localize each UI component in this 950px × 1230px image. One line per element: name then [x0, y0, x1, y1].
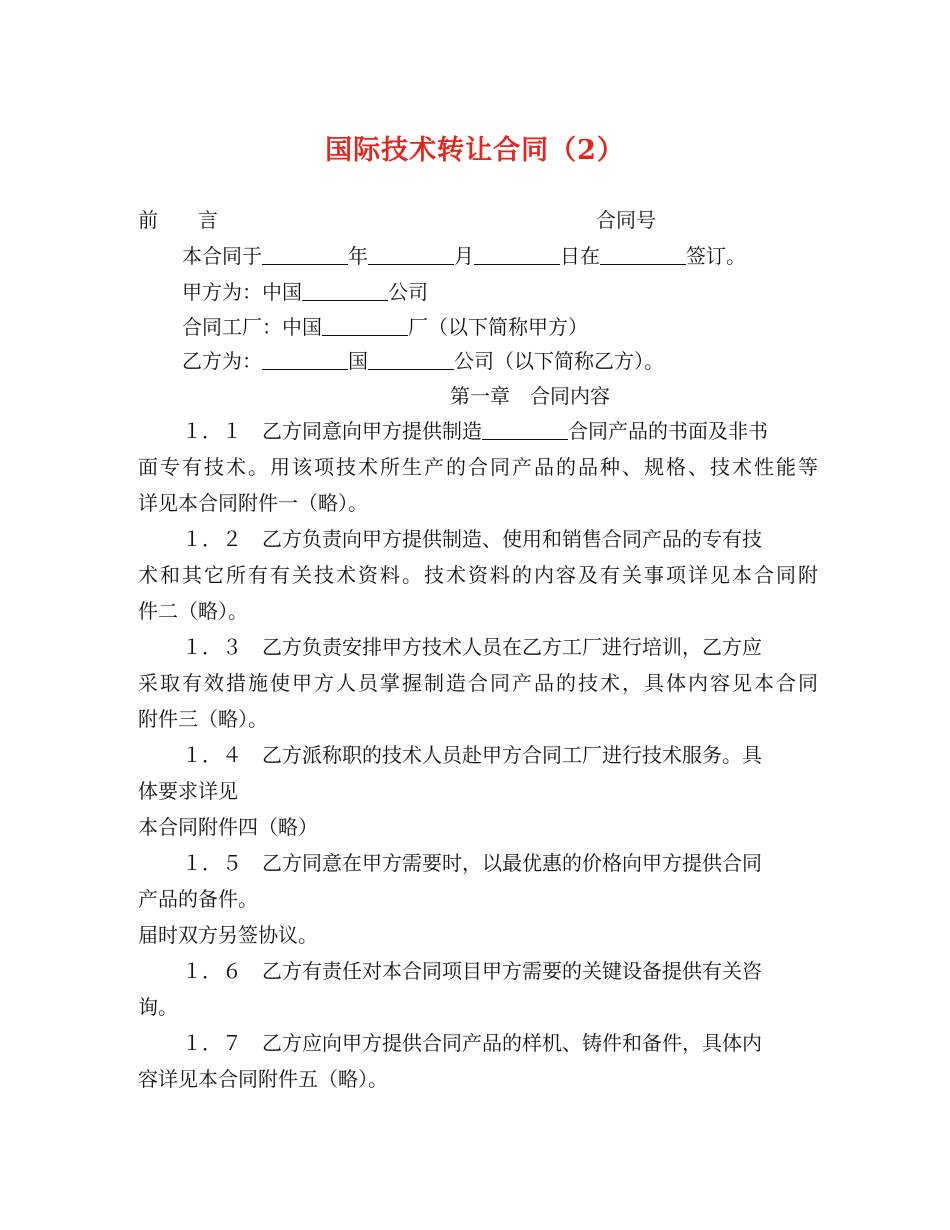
clause-1-6-line-1: １．６ 乙方有责任对本合同项目甲方需要的关键设备提供有关咨 — [182, 959, 762, 983]
clause-1-3-line-3: 附件三（略）。 — [138, 707, 268, 731]
blank-month — [368, 242, 454, 265]
blank-place — [600, 242, 686, 265]
contract-number-label: 合同号 — [596, 208, 656, 232]
clause-1-1-line-2: 面专有技术。用该项技术所生产的合同产品的品种、规格、技术性能等 — [138, 455, 818, 479]
blank-day — [474, 242, 560, 265]
clause-1-5-line-2: 产品的备件。 — [138, 887, 258, 911]
clause-1-6-line-2: 询。 — [138, 995, 178, 1019]
clause-1-3-line-2: 采取有效措施使甲方人员掌握制造合同产品的技术，具体内容见本合同 — [138, 671, 818, 695]
document-title: 国际技术转让合同（2） — [325, 135, 625, 166]
clause-1-1-line-3: 详见本合同附件一（略）。 — [138, 491, 368, 515]
blank-party-b-company — [368, 347, 454, 370]
blank-factory — [322, 313, 408, 336]
blank-party-b-country — [262, 347, 348, 370]
clause-1-2-line-2: 术和其它所有有关技术资料。技术资料的内容及有关事项详见本合同附 — [138, 563, 818, 587]
clause-1-1-line-1: １．１ 乙方同意向甲方提供制造 合同产品的书面及非书 — [182, 419, 768, 443]
factory-line: 合同工厂：中国 厂（以下简称甲方） — [182, 315, 588, 339]
clause-1-2-line-1: １．２ 乙方负责向甲方提供制造、使用和销售合同产品的专有技 — [182, 527, 762, 551]
clause-1-5-line-3: 届时双方另签协议。 — [138, 923, 318, 947]
clause-1-5-line-1: １．５ 乙方同意在甲方需要时，以最优惠的价格向甲方提供合同 — [182, 851, 762, 875]
clause-1-7-line-1: １．７ 乙方应向甲方提供合同产品的样机、铸件和备件，具体内 — [182, 1031, 762, 1055]
blank-party-a — [302, 278, 388, 301]
party-b-line: 乙方为： 国 公司（以下简称乙方）。 — [182, 349, 664, 373]
blank-year — [262, 242, 348, 265]
preface-label: 前 言 — [138, 208, 218, 232]
chapter-heading: 第一章 合同内容 — [450, 384, 610, 408]
clause-1-4-line-3: 本合同附件四（略） — [138, 815, 318, 839]
clause-1-4-line-2: 体要求详见 — [138, 779, 238, 803]
clause-1-3-line-1: １．３ 乙方负责安排甲方技术人员在乙方工厂进行培训，乙方应 — [182, 635, 762, 659]
clause-1-4-line-1: １．４ 乙方派称职的技术人员赴甲方合同工厂进行技术服务。具 — [182, 743, 762, 767]
clause-1-7-line-2: 容详见本合同附件五（略）。 — [138, 1067, 388, 1091]
blank-product — [482, 417, 568, 440]
clause-1-2-line-3: 件二（略）。 — [138, 599, 248, 623]
party-a-line: 甲方为：中国 公司 — [182, 280, 428, 304]
signing-date-line: 本合同于 年 月 日在 签订。 — [182, 244, 746, 268]
